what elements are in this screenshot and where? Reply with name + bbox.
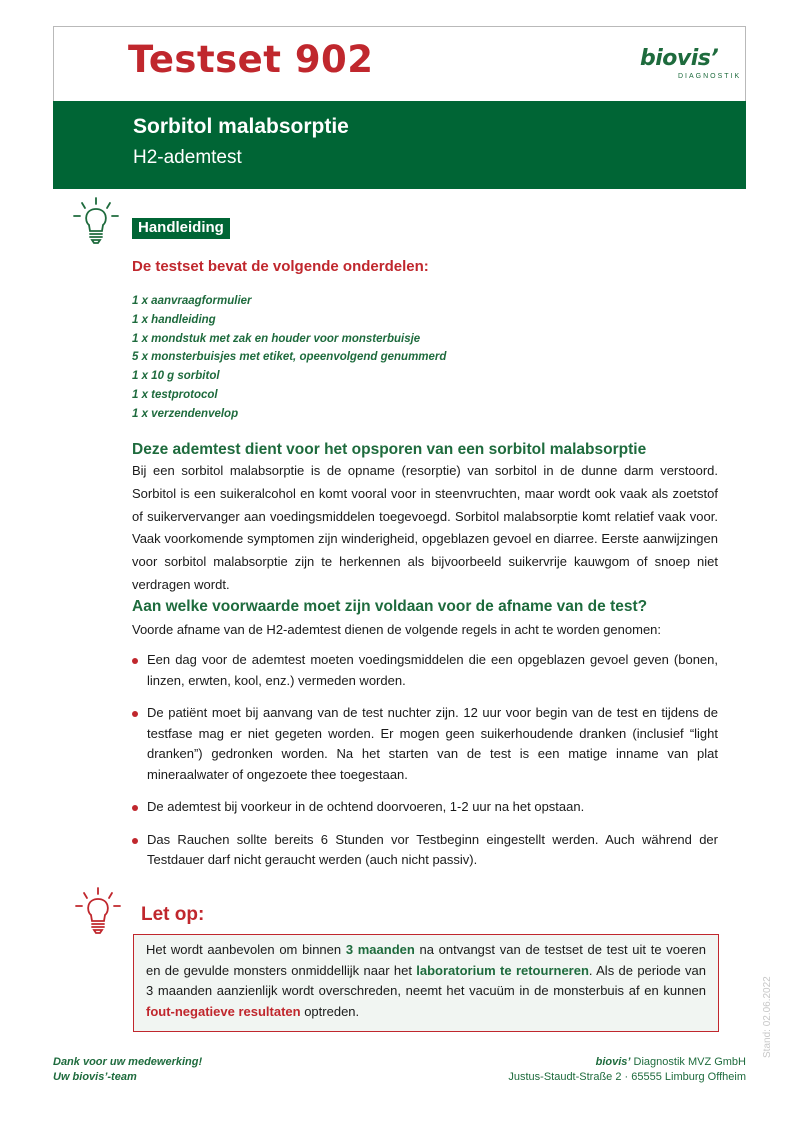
section-heading-requirements: Aan welke voorwaarde moet zijn voldaan voor de afname van de test?: [132, 598, 648, 615]
page-title: Testset 902: [128, 38, 374, 81]
band-subtitle: H2-ademtest: [133, 147, 242, 168]
bullet-dot: [132, 658, 138, 664]
list-item: De patiënt moet bij aanvang van de test nuchter zijn. 12 uur voor begin van de test en tijdens de testfase mag er niet gegeten worden. Er mogen geen suikerhoudende dranken (inclusief “light dranken”) gedronken worden. Na het starten van de test is een matige inname van plat mineraalwater of ongezoete thee toegestaan.: [132, 703, 718, 785]
section-heading-purpose: Deze ademtest dient voor het opsporen van een sorbitol malabsorptie: [132, 441, 647, 458]
bullet-dot: [132, 711, 138, 717]
title-band: [53, 101, 746, 189]
requirements-list: [132, 650, 718, 883]
list-item: De ademtest bij voorkeur in de ochtend doorvoeren, 1-2 uur na het opstaan.: [132, 797, 718, 818]
list-item: 1 x 10 g sorbitol: [132, 370, 220, 383]
bullet-dot: [132, 805, 138, 811]
logo-word: biovis’: [640, 46, 719, 71]
lightbulb-icon: [70, 196, 122, 248]
contents-heading: De testset bevat de volgende onderdelen:: [132, 258, 429, 275]
contents-list: [132, 292, 446, 424]
section-intro-requirements: Voorde afname van de H2-ademtest dienen de volgende regels in acht te worden genomen:: [132, 622, 662, 637]
list-item: Das Rauchen sollte bereits 6 Stunden vor Testbeginn eingestellt werden. Auch während der Testdauer darf nicht geraucht werden (auch nicht passiv).: [132, 830, 718, 871]
section-text-purpose: Bij een sorbitol malabsorptie is de opname (resorptie) van sorbitol in de dunne darm verstoord. Sorbitol is een suikeralcohol en komt vooral voor in steenvruchten, maar wordt ook vaak als zoetstof of suikervervanger aan voedingsmiddelen toegevoegd. Sorbitol malabsorptie komt relatief vaak voor. Vaak voorkomende symptomen zijn winderigheid, opgeblazen gevoel en diarree. Eerste aanwijzingen voor sorbitol malabsorptie zijn te herkennen als bijvoorbeeld suikervrije kauwgom of snoep niet verdragen wordt.: [132, 463, 718, 592]
list-item: 5 x monsterbuisjes met etiket, opeenvolgend genummerd: [132, 351, 447, 364]
lightbulb-icon: [72, 886, 124, 938]
note-heading: Let op:: [141, 904, 205, 925]
company-brand: biovis’: [595, 1056, 631, 1068]
logo-subtitle: DIAGNOSTIK: [678, 73, 742, 80]
stand-date: Stand: 02.06.2022: [762, 976, 773, 1058]
band-title: Sorbitol malabsorptie: [133, 115, 349, 138]
company-address: Justus-Staudt-Straße 2 · 65555 Limburg Offheim: [508, 1071, 746, 1083]
note-box: Het wordt aanbevolen om binnen 3 maanden na ontvangst van de testset de test uit te voeren en de gevulde monsters onmiddellijk naar het laboratorium te retourneren. Als de periode van 3 maanden aanzienlijk wordt overschreden, neemt het vacuüm in de monsterbuis af en kunnen fout-negatieve resultaten optreden.: [133, 934, 719, 1032]
list-item: Een dag voor de ademtest moeten voedingsmiddelen die een opgeblazen gevoel geven (bonen, linzen, erwten, kool, enz.) vermeden worden.: [132, 650, 718, 691]
list-item: 1 x handleiding: [132, 313, 216, 326]
list-item: 1 x aanvraagformulier: [132, 295, 252, 307]
list-item: 1 x testprotocol: [132, 388, 218, 401]
highlight-months: 3 maanden: [345, 942, 415, 957]
biovis-logo: [640, 46, 742, 80]
bullet-dot: [132, 838, 138, 844]
highlight-laboratory: laboratorium te retourneren: [416, 962, 589, 978]
manual-tag: Handleiding: [132, 218, 230, 239]
list-item: 1 x verzendenvelop: [132, 407, 239, 420]
footer-thanks: Dank voor uw medewerking! Uw biovis’-team: [53, 1056, 203, 1083]
list-item: 1 x mondstuk met zak en houder voor monsterbuisje: [132, 332, 421, 345]
highlight-false-negative: fout-negatieve resultaten: [146, 1003, 301, 1019]
footer-company: biovis’ Diagnostik MVZ GmbH Justus-Staudt-Straße 2 · 65555 Limburg Offheim: [508, 1056, 746, 1083]
